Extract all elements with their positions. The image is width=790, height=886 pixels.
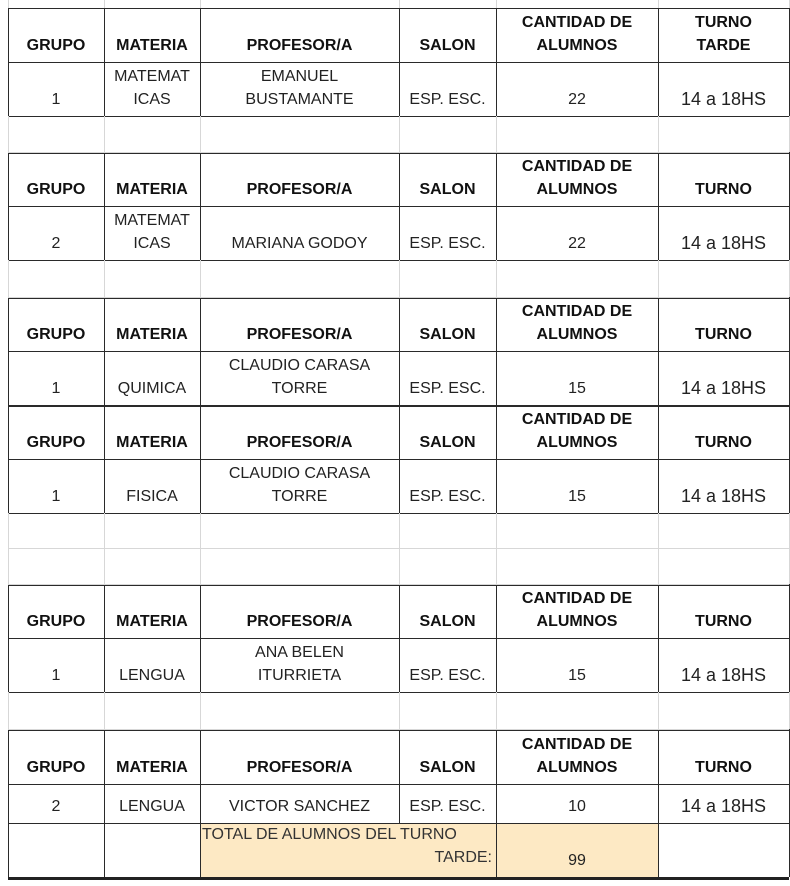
cell-materia-text: QUIMICA bbox=[117, 380, 187, 397]
cell-salon-text: ESP. ESC. bbox=[409, 798, 486, 815]
header-cantidad-text: CANTIDAD DE bbox=[521, 14, 633, 31]
header-salon-text: SALON bbox=[419, 434, 476, 451]
header-grupo[interactable] bbox=[8, 8, 104, 62]
cell-profesor-text: EMANUEL bbox=[260, 68, 339, 85]
cell-profesor-text: BUSTAMANTE bbox=[245, 91, 354, 108]
header-salon[interactable] bbox=[399, 297, 496, 351]
header-profesor-text: PROFESOR/A bbox=[246, 434, 353, 451]
cell-salon-text: ESP. ESC. bbox=[409, 380, 486, 397]
cell-profesor[interactable] bbox=[200, 784, 399, 823]
header-grupo-text: GRUPO bbox=[26, 37, 86, 54]
cell-profesor-text: ITURRIETA bbox=[257, 667, 342, 684]
cell-profesor[interactable] bbox=[200, 351, 399, 405]
cell-materia-text: ICAS bbox=[133, 91, 171, 108]
header-salon-text: SALON bbox=[419, 613, 476, 630]
cell-materia[interactable] bbox=[104, 351, 200, 405]
gridline bbox=[200, 260, 201, 297]
header-cantidad-text: CANTIDAD DE bbox=[521, 303, 633, 320]
header-profesor-text: PROFESOR/A bbox=[246, 181, 353, 198]
header-turno[interactable] bbox=[658, 8, 789, 62]
cell-cantidad-text: 15 bbox=[568, 667, 586, 684]
column-border bbox=[104, 823, 105, 877]
cell-profesor-text: CLAUDIO CARASA bbox=[228, 357, 371, 374]
bottom-border bbox=[8, 877, 789, 880]
header-profesor-text: PROFESOR/A bbox=[246, 613, 353, 630]
cell-materia-text: ICAS bbox=[133, 235, 171, 252]
gridline bbox=[8, 513, 9, 548]
header-turno[interactable] bbox=[658, 729, 789, 784]
cell-profesor-text: MARIANA GODOY bbox=[231, 235, 368, 252]
cell-materia-text: MATEMAT bbox=[114, 212, 190, 229]
header-cantidad[interactable] bbox=[496, 297, 658, 351]
header-cantidad[interactable] bbox=[496, 405, 658, 459]
header-cantidad-text: CANTIDAD DE bbox=[521, 158, 633, 175]
header-cantidad[interactable] bbox=[496, 8, 658, 62]
total-label[interactable] bbox=[202, 823, 494, 877]
gridline bbox=[200, 513, 201, 548]
cell-grupo-text: 1 bbox=[51, 91, 61, 108]
header-cantidad-text: ALUMNOS bbox=[536, 613, 618, 630]
header-grupo-text: GRUPO bbox=[26, 434, 86, 451]
header-materia[interactable] bbox=[104, 405, 200, 459]
total-label-line-1: TOTAL DE ALUMNOS DEL TURNO bbox=[202, 826, 457, 843]
gridline bbox=[200, 0, 201, 8]
cell-salon-text: ESP. ESC. bbox=[409, 667, 486, 684]
cell-grupo[interactable] bbox=[8, 638, 104, 692]
header-materia-text: MATERIA bbox=[116, 613, 188, 630]
cell-cantidad[interactable] bbox=[496, 62, 658, 116]
header-grupo[interactable] bbox=[8, 584, 104, 638]
gridline bbox=[496, 116, 497, 152]
header-grupo[interactable] bbox=[8, 152, 104, 206]
cell-cantidad-text: 22 bbox=[568, 91, 586, 108]
cell-turno-text: 14 a 18HS bbox=[680, 233, 767, 253]
cell-salon[interactable] bbox=[399, 62, 496, 116]
total-value-text: 99 bbox=[568, 852, 586, 869]
gridline bbox=[399, 0, 400, 8]
cell-materia[interactable] bbox=[104, 638, 200, 692]
column-border bbox=[8, 823, 9, 877]
gridline bbox=[200, 116, 201, 152]
header-salon[interactable] bbox=[399, 8, 496, 62]
gridline bbox=[200, 692, 201, 729]
gridline bbox=[399, 260, 400, 297]
column-border bbox=[658, 823, 659, 877]
cell-cantidad-text: 22 bbox=[568, 235, 586, 252]
cell-grupo-text: 1 bbox=[51, 380, 61, 397]
header-salon[interactable] bbox=[399, 152, 496, 206]
cell-cantidad-text: 15 bbox=[568, 488, 586, 505]
header-salon[interactable] bbox=[399, 729, 496, 784]
cell-grupo-text: 1 bbox=[51, 488, 61, 505]
gridline bbox=[496, 260, 497, 297]
cell-grupo[interactable] bbox=[8, 206, 104, 260]
cell-turno-text: 14 a 18HS bbox=[680, 378, 767, 398]
header-profesor[interactable] bbox=[200, 729, 399, 784]
header-profesor[interactable] bbox=[200, 584, 399, 638]
header-turno[interactable] bbox=[658, 405, 789, 459]
gridline bbox=[658, 513, 659, 548]
header-cantidad-text: ALUMNOS bbox=[536, 434, 618, 451]
cell-materia[interactable] bbox=[104, 459, 200, 513]
gridline bbox=[104, 0, 105, 8]
cell-profesor[interactable] bbox=[200, 62, 399, 116]
gridline bbox=[496, 692, 497, 729]
header-turno[interactable] bbox=[658, 584, 789, 638]
header-salon-text: SALON bbox=[419, 37, 476, 54]
header-cantidad-text: CANTIDAD DE bbox=[521, 590, 633, 607]
gridline bbox=[399, 692, 400, 729]
header-turno-text: TURNO bbox=[695, 434, 752, 451]
cell-turno[interactable] bbox=[658, 206, 789, 260]
header-cantidad-text: ALUMNOS bbox=[536, 37, 618, 54]
cell-salon[interactable] bbox=[399, 459, 496, 513]
gridline bbox=[8, 116, 9, 152]
gridline bbox=[104, 548, 105, 584]
cell-salon[interactable] bbox=[399, 784, 496, 823]
header-cantidad-text: ALUMNOS bbox=[536, 759, 618, 776]
header-salon-text: SALON bbox=[419, 181, 476, 198]
gridline bbox=[658, 260, 659, 297]
header-materia-text: MATERIA bbox=[116, 326, 188, 343]
cell-cantidad[interactable] bbox=[496, 206, 658, 260]
header-cantidad[interactable] bbox=[496, 729, 658, 784]
header-materia-text: MATERIA bbox=[116, 181, 188, 198]
gridline bbox=[496, 0, 497, 8]
gridline bbox=[658, 692, 659, 729]
header-salon-text: SALON bbox=[419, 326, 476, 343]
cell-grupo-text: 2 bbox=[51, 798, 61, 815]
gridline bbox=[104, 116, 105, 152]
cell-materia[interactable] bbox=[104, 62, 200, 116]
gridline bbox=[399, 116, 400, 152]
cell-salon-text: ESP. ESC. bbox=[409, 488, 486, 505]
header-profesor-text: PROFESOR/A bbox=[246, 326, 353, 343]
header-turno-text: TARDE bbox=[696, 37, 751, 54]
header-materia[interactable] bbox=[104, 584, 200, 638]
cell-salon[interactable] bbox=[399, 638, 496, 692]
header-profesor[interactable] bbox=[200, 8, 399, 62]
header-profesor-text: PROFESOR/A bbox=[246, 759, 353, 776]
header-materia[interactable] bbox=[104, 297, 200, 351]
gridline bbox=[104, 260, 105, 297]
cell-grupo[interactable] bbox=[8, 459, 104, 513]
header-grupo[interactable] bbox=[8, 405, 104, 459]
cell-salon[interactable] bbox=[399, 206, 496, 260]
header-turno-text: TURNO bbox=[695, 181, 752, 198]
gridline bbox=[8, 548, 9, 584]
header-grupo-text: GRUPO bbox=[26, 181, 86, 198]
cell-salon[interactable] bbox=[399, 351, 496, 405]
column-border bbox=[200, 823, 201, 877]
header-cantidad[interactable] bbox=[496, 152, 658, 206]
gridline bbox=[658, 116, 659, 152]
gridline bbox=[399, 548, 400, 584]
cell-materia-text: FISICA bbox=[126, 488, 178, 505]
cell-profesor-text: CLAUDIO CARASA bbox=[228, 465, 371, 482]
cell-grupo[interactable] bbox=[8, 62, 104, 116]
cell-cantidad[interactable] bbox=[496, 638, 658, 692]
cell-profesor-text: VICTOR SANCHEZ bbox=[228, 798, 371, 815]
total-value[interactable] bbox=[496, 823, 658, 877]
header-profesor[interactable] bbox=[200, 297, 399, 351]
header-profesor-text: PROFESOR/A bbox=[246, 37, 353, 54]
cell-profesor-text: TORRE bbox=[271, 380, 328, 397]
gridline bbox=[658, 548, 659, 584]
cell-turno[interactable] bbox=[658, 62, 789, 116]
header-materia-text: MATERIA bbox=[116, 759, 188, 776]
header-profesor[interactable] bbox=[200, 405, 399, 459]
gridline bbox=[496, 548, 497, 584]
gridline bbox=[104, 692, 105, 729]
cell-turno-text: 14 a 18HS bbox=[680, 89, 767, 109]
cell-turno-text: 14 a 18HS bbox=[680, 486, 767, 506]
header-cantidad-text: ALUMNOS bbox=[536, 326, 618, 343]
header-cantidad-text: CANTIDAD DE bbox=[521, 411, 633, 428]
gridline bbox=[8, 0, 9, 8]
cell-turno[interactable] bbox=[658, 638, 789, 692]
header-cantidad-text: CANTIDAD DE bbox=[521, 736, 633, 753]
header-grupo-text: GRUPO bbox=[26, 759, 86, 776]
header-salon[interactable] bbox=[399, 584, 496, 638]
gridline bbox=[496, 513, 497, 548]
header-turno[interactable] bbox=[658, 152, 789, 206]
total-label-line-2: TARDE: bbox=[434, 849, 492, 866]
cell-profesor[interactable] bbox=[200, 638, 399, 692]
cell-turno-text: 14 a 18HS bbox=[680, 796, 767, 816]
gridline bbox=[8, 260, 9, 297]
cell-materia-text: MATEMAT bbox=[114, 68, 190, 85]
cell-salon-text: ESP. ESC. bbox=[409, 235, 486, 252]
header-profesor[interactable] bbox=[200, 152, 399, 206]
cell-cantidad-text: 10 bbox=[568, 798, 586, 815]
gridline bbox=[399, 513, 400, 548]
header-cantidad[interactable] bbox=[496, 584, 658, 638]
cell-materia[interactable] bbox=[104, 206, 200, 260]
header-materia[interactable] bbox=[104, 152, 200, 206]
header-turno-text: TURNO bbox=[695, 14, 752, 31]
header-turno-text: TURNO bbox=[695, 326, 752, 343]
gridline bbox=[104, 513, 105, 548]
header-grupo[interactable] bbox=[8, 297, 104, 351]
header-materia-text: MATERIA bbox=[116, 434, 188, 451]
header-materia-text: MATERIA bbox=[116, 37, 188, 54]
cell-turno[interactable] bbox=[658, 784, 789, 823]
cell-turno[interactable] bbox=[658, 351, 789, 405]
cell-cantidad-text: 15 bbox=[568, 380, 586, 397]
cell-cantidad[interactable] bbox=[496, 784, 658, 823]
cell-grupo-text: 1 bbox=[51, 667, 61, 684]
cell-grupo-text: 2 bbox=[51, 235, 61, 252]
header-grupo-text: GRUPO bbox=[26, 326, 86, 343]
gridline bbox=[658, 0, 659, 8]
cell-grupo[interactable] bbox=[8, 351, 104, 405]
cell-materia-text: LENGUA bbox=[119, 798, 185, 815]
header-turno-text: TURNO bbox=[695, 613, 752, 630]
cell-turno[interactable] bbox=[658, 459, 789, 513]
cell-cantidad[interactable] bbox=[496, 459, 658, 513]
header-materia[interactable] bbox=[104, 729, 200, 784]
cell-profesor-text: TORRE bbox=[271, 488, 328, 505]
cell-grupo[interactable] bbox=[8, 784, 104, 823]
header-salon-text: SALON bbox=[419, 759, 476, 776]
header-grupo[interactable] bbox=[8, 729, 104, 784]
cell-cantidad[interactable] bbox=[496, 351, 658, 405]
header-salon[interactable] bbox=[399, 405, 496, 459]
header-cantidad-text: ALUMNOS bbox=[536, 181, 618, 198]
header-materia[interactable] bbox=[104, 8, 200, 62]
cell-profesor[interactable] bbox=[200, 459, 399, 513]
cell-profesor-text: ANA BELEN bbox=[255, 644, 344, 661]
cell-materia-text: LENGUA bbox=[119, 667, 185, 684]
gridline bbox=[8, 692, 9, 729]
cell-salon-text: ESP. ESC. bbox=[409, 91, 486, 108]
header-grupo-text: GRUPO bbox=[26, 613, 86, 630]
cell-turno-text: 14 a 18HS bbox=[680, 665, 767, 685]
cell-materia[interactable] bbox=[104, 784, 200, 823]
gridline bbox=[200, 548, 201, 584]
header-turno-text: TURNO bbox=[695, 759, 752, 776]
cell-profesor[interactable] bbox=[200, 206, 399, 260]
header-turno[interactable] bbox=[658, 297, 789, 351]
